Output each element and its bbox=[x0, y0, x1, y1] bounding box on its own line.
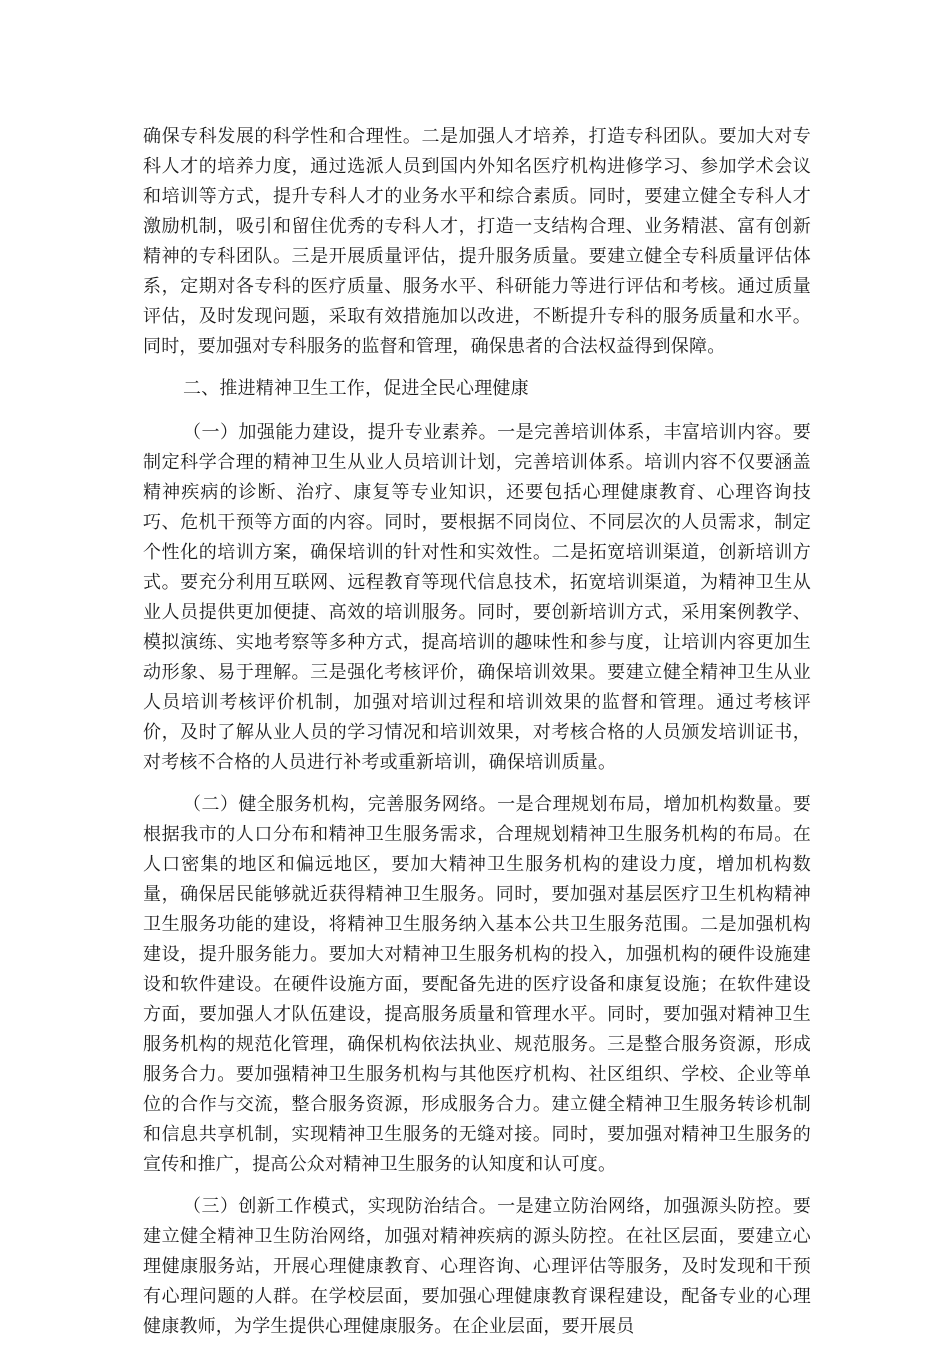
section-heading: 二、推进精神卫生工作，促进全民心理健康 bbox=[183, 378, 529, 399]
paragraph-service-institutions: （二）健全服务机构，完善服务网络。一是合理规划布局，增加机构数量。要根据我市的人口分布和精神卫生服务需求，合理规划精神卫生服务机构的布局。在人口密集的地区和偏远地区，要加大精神卫生服务机构的建设力度，增加机构数量，确保居民能够就近获得精神卫生服务。同时，要加强对基层医疗卫生机构精神卫生服务功能的建设，将精神卫生服务纳入基本公共卫生服务范围。二是加强机构建设，提升服务能力。要加大对精神卫生服务机构的投入，加强机构的硬件设施建设和软件建设。在硬件设施方面，要配备先进的医疗设备和康复设施；在软件建设方面，要加强人才队伍建设，提高服务质量和管理水平。同时，要加强对精神卫生服务机构的规范化管理，确保机构依法执业、规范服务。三是整合服务资源，形成服务合力。要加强精神卫生服务机构与其他医疗机构、社区组织、学校、企业等单位的合作与交流，整合服务资源，形成服务合力。建立健全精神卫生服务转诊机制和信息共享机制，实现精神卫生服务的无缝对接。同时，要加强对精神卫生服务的宣传和推广，提高公众对精神卫生服务的认知度和认可度。 bbox=[143, 794, 811, 1175]
paragraph-work-model: （三）创新工作模式，实现防治结合。一是建立防治网络，加强源头防控。要建立健全精神卫生防治网络，加强对精神疾病的源头防控。在社区层面，要建立心理健康服务站，开展心理健康教育、心理咨询、心理评估等服务，及时发现和干预有心理问题的人群。在学校层面，要加强心理健康教育课程建设，配备专业的心理健康教师，为学生提供心理健康服务。在企业层面，要开展员 bbox=[143, 1196, 811, 1337]
document-body bbox=[143, 122, 811, 1354]
paragraph-capacity-building: （一）加强能力建设，提升专业素养。一是完善培训体系，丰富培训内容。要制定科学合理的精神卫生从业人员培训计划，完善培训体系。培训内容不仅要涵盖精神疾病的诊断、治疗、康复等专业知识，还要包括心理健康教育、心理咨询技巧、危机干预等方面的内容。同时，要根据不同岗位、不同层次的人员需求，制定个性化的培训方案，确保培训的针对性和实效性。二是拓宽培训渠道，创新培训方式。要充分利用互联网、远程教育等现代信息技术，拓宽培训渠道，为精神卫生从业人员提供更加便捷、高效的培训服务。同时，要创新培训方式，采用案例教学、模拟演练、实地考察等多种方式，提高培训的趣味性和参与度，让培训内容更加生动形象、易于理解。三是强化考核评价，确保培训效果。要建立健全精神卫生从业人员培训考核评价机制，加强对培训过程和培训效果的监督和管理。通过考核评价，及时了解从业人员的学习情况和培训效果，对考核合格的人员颁发培训证书，对考核不合格的人员进行补考或重新培训，确保培训质量。 bbox=[143, 422, 811, 773]
paragraph-continuation: 确保专科发展的科学性和合理性。二是加强人才培养，打造专科团队。要加大对专科人才的培养力度，通过选派人员到国内外知名医疗机构进修学习、参加学术会议和培训等方式，提升专科人才的业务水平和综合素质。同时，要建立健全专科人才激励机制，吸引和留住优秀的专科人才，打造一支结构合理、业务精湛、富有创新精神的专科团队。三是开展质量评估，提升服务质量。要建立健全专科质量评估体系，定期对各专科的医疗质量、服务水平、科研能力等进行评估和考核。通过质量评估，及时发现问题，采取有效措施加以改进，不断提升专科的服务质量和水平。同时，要加强对专科服务的监督和管理，确保患者的合法权益得到保障。 bbox=[143, 126, 811, 357]
